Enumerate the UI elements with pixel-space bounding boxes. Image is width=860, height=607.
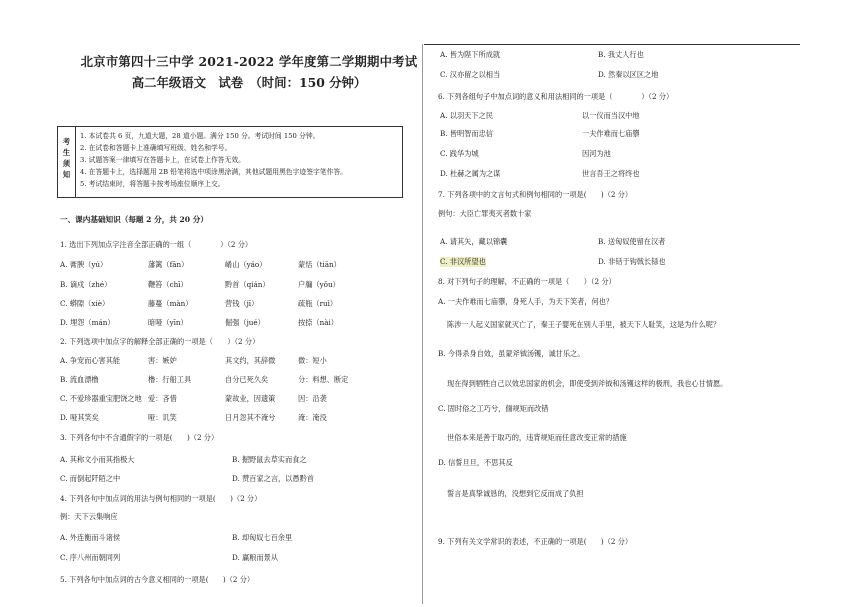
question-line: 6. 下列各组句子中加点词的意义和用法相同的一项是（ ）（2 分） xyxy=(438,92,674,101)
option-text: A. 争宠而心害其能 xyxy=(60,356,121,365)
option-text: 按捺（nài） xyxy=(298,318,338,327)
option-text: 爱：吝惜 xyxy=(148,394,177,403)
question-line: 2. 下列选项中加点字的解释全部正确的一项是（ ）（2 分） xyxy=(60,337,260,346)
option-text: B. 我丈人行也 xyxy=(598,50,644,59)
option-text: 因河为池 xyxy=(582,149,611,158)
option-text: 害：嫉妒 xyxy=(148,356,177,365)
question-line: 世俗本来是善于取巧的，违背规矩而任意改变正常的措施 xyxy=(447,433,627,442)
question-line: 例句：大臣亡罪夷灭者数十家 xyxy=(438,209,532,218)
option-text: 一夫作难而七庙隳 xyxy=(582,129,640,138)
question-line: D. 信誓旦旦，不思其反 xyxy=(438,458,513,467)
question-line: 9. 下列有关文学常识的表述，不正确的一项是( )（2 分） xyxy=(438,537,633,546)
notice-item: 4. 在答题卡上，选择题用 2B 铅笔将选中项涂黑涂满，其他试题用黑色字迹签字笔作答。 xyxy=(80,168,347,176)
option-text: B. 掘野鼠去草实而食之 xyxy=(232,455,307,464)
option-text: 户牖（yǒu） xyxy=(298,280,340,289)
option-text: B. 皆明智而忠信 xyxy=(440,129,493,138)
option-text: D. 然秦以区区之地 xyxy=(598,70,659,79)
option-text: A. 请其矢，藏以锦囊 xyxy=(440,237,508,246)
option-text: C. 非汉所望也 xyxy=(440,257,486,266)
notice-label-char: 考 xyxy=(62,137,71,146)
question-line: 现在得到牺牲自己以效忠国家的机会，即使受到斧钺和汤镬这样的极刑，我也心甘情愿。 xyxy=(447,379,728,388)
question-line: 陈涉一人起义国家就灭亡了，秦王子婴死在别人手里，被天下人耻笑，这是为什么呢？ xyxy=(447,320,721,329)
question-line: 4. 下列各句中加点词的用法与例句相同的一项是( )（2 分） xyxy=(60,494,262,503)
notice-item: 2. 在试卷和答题卡上准确填写班级、姓名和学号。 xyxy=(80,144,232,152)
option-text: C. 不爱珍器重宝肥饶之地 xyxy=(60,394,142,403)
option-text: 淹：淹没 xyxy=(298,413,327,422)
option-text: D. 哑其笑矣 xyxy=(60,413,99,422)
option-text: 营钱（jī） xyxy=(225,299,259,308)
option-text: C. 蟒隙（xiè） xyxy=(60,299,110,308)
option-text: 暗哑（yīn） xyxy=(148,318,188,327)
header-rule xyxy=(424,44,800,45)
option-text: B. 送匈奴使留在汉者 xyxy=(598,237,666,246)
option-text: 分：料想、断定 xyxy=(298,375,349,384)
option-text: A. 膏腴（yú） xyxy=(60,260,108,269)
notice-label xyxy=(58,127,76,197)
question-line: 8. 对下列句子的理解，不正确的一项是（ ）（2 分） xyxy=(438,277,616,286)
question-line: B. 今得杀身自效，虽蒙斧钺汤镬，诚甘乐之。 xyxy=(438,349,585,358)
option-text: 疏瓶（ruì） xyxy=(298,299,338,308)
option-text: D. 赞百家之言，以愚黔首 xyxy=(232,474,314,483)
option-text: D. 埋怨（mán） xyxy=(60,318,115,327)
option-text: C. 汉亦留之以相当 xyxy=(440,70,501,79)
option-text: C. 而倒起阡陌之中 xyxy=(60,474,121,483)
option-text: A. 皆为陛下所成就 xyxy=(440,50,501,59)
option-text: 蒙故业，因遗策 xyxy=(225,394,276,403)
notice-items xyxy=(80,130,347,190)
option-text: 以一仪而当汉中地 xyxy=(582,111,640,120)
option-text: 橹：行船工具 xyxy=(148,375,192,384)
question-line: C. 固时俗之工巧兮，偭规矩而改错 xyxy=(438,404,549,413)
option-text: 自分已死久矣 xyxy=(225,375,269,384)
option-text: 微：短小 xyxy=(298,356,327,365)
notice-label-char: 生 xyxy=(62,148,71,157)
notice-label-char: 知 xyxy=(62,170,71,179)
option-text: B. 流血漂橹 xyxy=(60,375,99,384)
section-heading: 一、课内基础知识（每题 2 分，共 20 分） xyxy=(60,215,208,224)
question-line: 誓言是真挚诚恳的，没想到它反而成了负担 xyxy=(447,489,584,498)
question-line: 1. 选出下列加点字注音全部正确的一组（ ）（2 分） xyxy=(60,240,253,249)
question-line: 7. 下列各项中的文言句式和例句相同的一项是( )（2 分） xyxy=(438,190,633,199)
notice-box xyxy=(57,126,403,198)
question-line: A. 一夫作难而七庙隳，身死人手，为天下笑者，何也？ xyxy=(438,297,614,306)
notice-label-char: 须 xyxy=(62,159,71,168)
option-text: 倔强（jué） xyxy=(225,318,265,327)
notice-item: 5. 考试结束时，将答题卡按考场座位顺序上交。 xyxy=(80,180,225,188)
question-line: 3. 下列各句中不含通假字的一项是( )（2 分） xyxy=(60,433,219,442)
exam-subtitle: 高二年级语文 试卷 （时间：150 分钟） xyxy=(131,75,367,90)
option-text: 日月忽其不淹兮 xyxy=(225,413,276,422)
option-text: 因：沿袭 xyxy=(298,394,327,403)
option-text: A. 以羽天下之民 xyxy=(440,111,493,120)
notice-item: 3. 试题答案一律填写在答题卡上，在试卷上作答无效。 xyxy=(80,156,245,164)
option-text: A. 外连衡而斗诸侯 xyxy=(60,533,121,542)
option-text: 哑：讥笑 xyxy=(148,413,177,422)
option-text: 藩篱（fān） xyxy=(148,260,189,269)
option-text: 藤蔓（màn） xyxy=(148,299,193,308)
option-text: 鞭笞（chī） xyxy=(148,280,188,289)
option-text: C. 践华为城 xyxy=(440,149,479,158)
option-text: D. 杜赫之属为之谋 xyxy=(440,169,501,178)
question-line: 5. 下列各句中加点词的古今意义相同的一项是( )（2 分） xyxy=(60,575,255,584)
notice-item: 1. 本试卷共 6 页，九道大题，28 道小题。满分 150 分。考试时间 150 分钟。 xyxy=(80,132,320,140)
exam-title: 北京市第四十三中学 2021-2022 学年度第二学期期中考试 xyxy=(80,54,418,69)
option-text: D. 赢粮而景从 xyxy=(232,553,279,562)
option-text: 蒙恬（tiān） xyxy=(298,260,341,269)
question-line: 例：天下云集响应 xyxy=(60,512,118,521)
option-text: D. 非铦于钩戟长铩也 xyxy=(598,257,666,266)
option-text: C. 序八州而朝同列 xyxy=(60,553,121,562)
option-text: 世言吾王之将终也 xyxy=(582,169,640,178)
option-text: B. 谪戍（zhé） xyxy=(60,280,112,289)
option-text: A. 其称文小而其指极大 xyxy=(60,455,135,464)
option-text: 崤山（yáo） xyxy=(225,260,267,269)
option-text: 黔首（qián） xyxy=(225,280,270,289)
option-text: 其文约，其辞微 xyxy=(225,356,276,365)
column-divider xyxy=(422,44,423,604)
option-text: B. 却匈奴七百余里 xyxy=(232,533,293,542)
